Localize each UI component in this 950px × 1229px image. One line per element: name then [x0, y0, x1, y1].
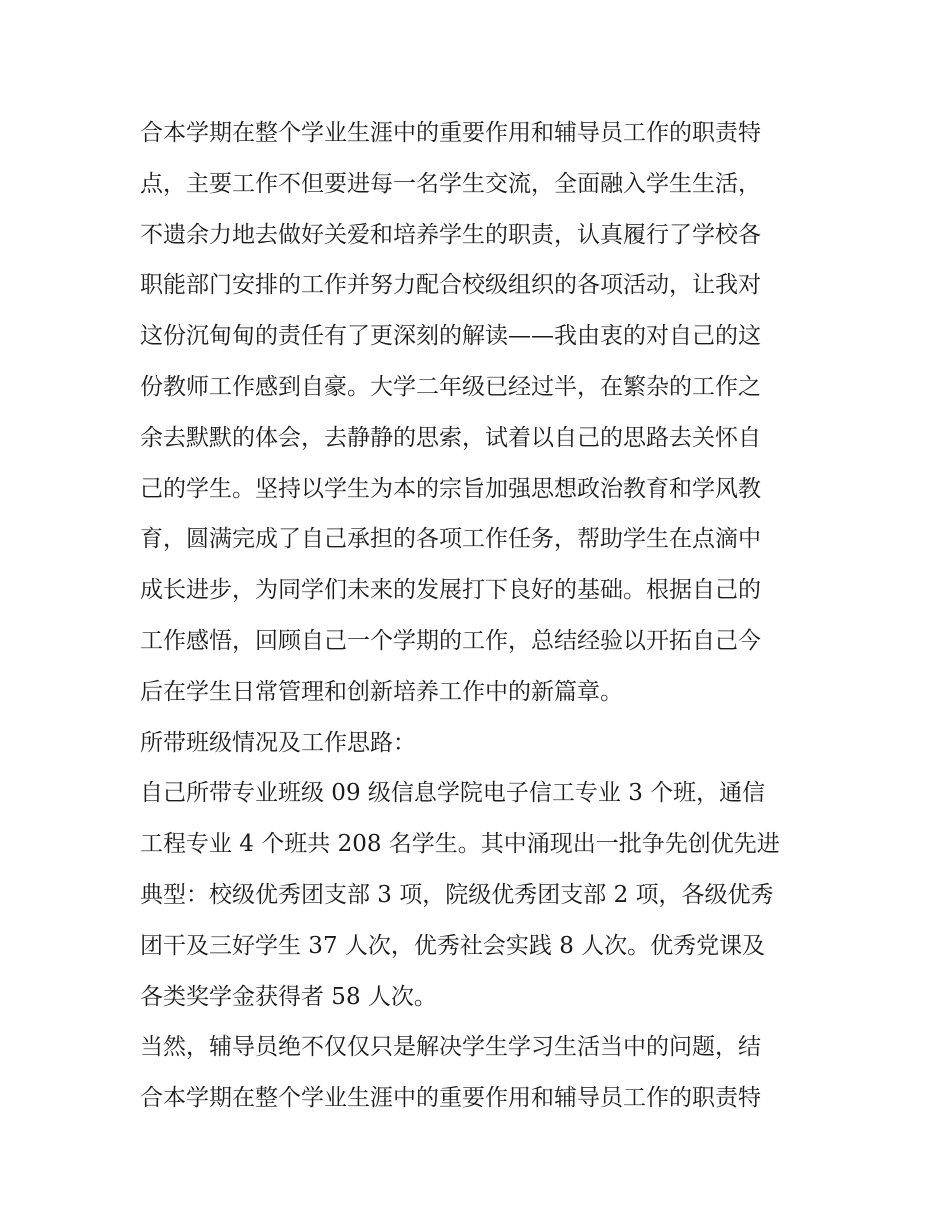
- text-line: 合本学期在整个学业生涯中的重要作用和辅导员工作的职责特: [140, 120, 761, 146]
- text-line: 各类奖学金获得者 58 人次。: [140, 983, 437, 1010]
- text-line: 自己所带专业班级 09 级信息学院电子信工专业 3 个班，通信: [140, 780, 766, 807]
- paragraph: [140, 768, 830, 1022]
- text-line: 当然，辅导员绝不仅仅只是解决学生学习生活当中的问题，结: [140, 1034, 761, 1061]
- paragraph: [140, 108, 830, 718]
- text-line: 职能部门安排的工作并努力配合校级组织的各项活动，让我对: [140, 272, 761, 299]
- text-line: 点，主要工作不但要进每一名学生交流，全面融入学生生活，: [140, 170, 761, 197]
- text-line: 这份沉甸甸的责任有了更深刻的解读——我由衷的对自己的这: [140, 323, 761, 350]
- text-line: 育，圆满完成了自己承担的各项工作任务，帮助学生在点滴中: [140, 526, 761, 553]
- section-heading: [140, 718, 830, 769]
- document-body: [140, 108, 830, 1124]
- text-line: 己的学生。坚持以学生为本的宗旨加强思想政治教育和学风教: [140, 475, 761, 502]
- text-line: 工程专业 4 个班共 208 名学生。其中涌现出一批争先创优先进: [140, 831, 780, 858]
- text-line: 成长进步，为同学们未来的发展打下良好的基础。根据自己的: [140, 577, 761, 604]
- text-line: 合本学期在整个学业生涯中的重要作用和辅导员工作的职责特: [140, 1085, 761, 1112]
- text-line: 余去默默的体会，去静静的思索，试着以自己的思路去关怀自: [140, 424, 761, 451]
- text-line: 工作感悟，回顾自己一个学期的工作，总结经验以开拓自己今: [140, 627, 761, 654]
- text-line: 典型：校级优秀团支部 3 项，院级优秀团支部 2 项，各级优秀: [140, 881, 774, 908]
- paragraph: [140, 1022, 830, 1124]
- text-line: 后在学生日常管理和创新培养工作中的新篇章。: [140, 678, 623, 705]
- text-line: 不遗余力地去做好关爱和培养学生的职责，认真履行了学校各: [140, 221, 761, 248]
- text-line: 份教师工作感到自豪。大学二年级已经过半，在繁杂的工作之: [140, 373, 761, 400]
- text-line: 所带班级情况及工作思路：: [140, 729, 416, 756]
- text-line: 团干及三好学生 37 人次，优秀社会实践 8 人次。优秀党课及: [140, 932, 766, 959]
